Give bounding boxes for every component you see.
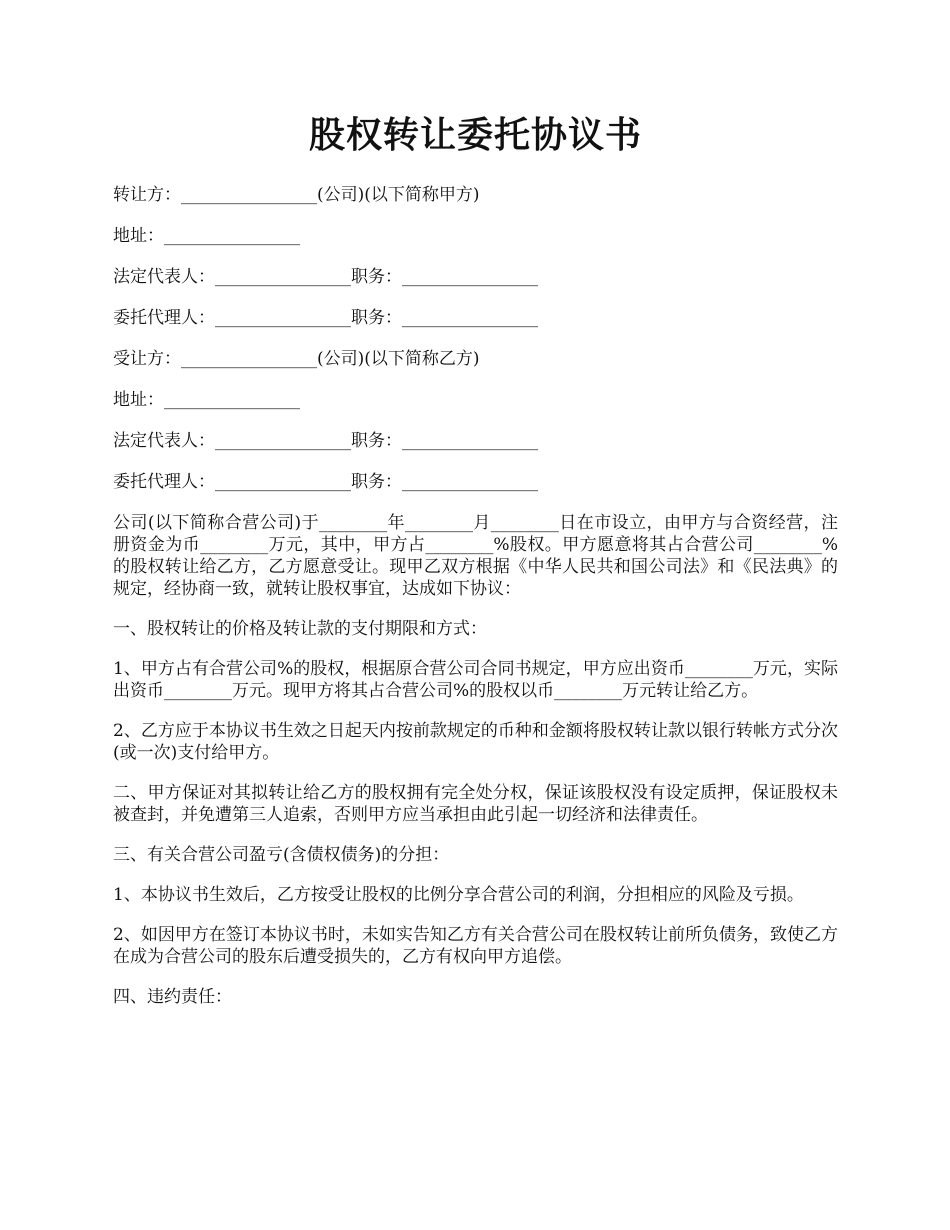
transferee-name-field: 受让方：________________(公司)(以下简称乙方): [113, 349, 480, 369]
clause-3-2: 2、如因甲方在签订本协议书时，未如实告知乙方有关合营公司在股权转让前所负债务，致使乙方在成为合营公司的股东后遭受损失的，乙方有权向甲方追偿。: [113, 925, 838, 967]
transferor-legal-rep-field: 法定代表人：________________职务：________________: [113, 267, 538, 287]
transferor-address-field: 地址：________________: [113, 226, 300, 246]
section-heading-breach: 四、违约责任：: [113, 987, 232, 1007]
section-two-warranty: 二、甲方保证对其拟转让给乙方的股权拥有完全处分权，保证该股权没有设定质押，保证股权未被查封，并免遭第三人追索，否则甲方应当承担由此引起一切经济和法律责任。: [113, 783, 838, 825]
preamble-paragraph: 公司(以下简称合营公司)于________年________月________日在市设立，由甲方与合资经营，注册资金为币________万元，其中，甲方占________%股权。甲方愿意将其占合营公司________%的股权转让给乙方，乙方愿意受让。现甲乙双方根据《中华人民共和国公司法》和《民法典》的规定，经协商一致，就转让股权事宜，达成如下协议：: [113, 513, 838, 599]
clause-1-2: 2、乙方应于本协议书生效之日起天内按前款规定的币种和金额将股权转让款以银行转帐方式分次(或一次)支付给甲方。: [113, 721, 838, 763]
document-title: 股权转让委托协议书: [308, 114, 642, 156]
transferee-address-field: 地址：________________: [113, 390, 300, 410]
clause-3-1: 1、本协议书生效后，乙方按受让股权的比例分享合营公司的利润，分担相应的风险及亏损。: [113, 885, 804, 905]
transferee-agent-field: 委托代理人：________________职务：________________: [113, 472, 538, 492]
clause-1-1: 1、甲方占有合营公司%的股权，根据原合营公司合同书规定，甲方应出资币________万元，实际出资币________万元。现甲方将其占合营公司%的股权以币________万元转让给乙方。: [113, 659, 838, 701]
transferor-name-field: 转让方：________________(公司)(以下简称甲方): [113, 185, 480, 205]
transferee-legal-rep-field: 法定代表人：________________职务：________________: [113, 431, 538, 451]
section-heading-profit-loss: 三、有关合营公司盈亏(含债权债务)的分担：: [113, 845, 450, 865]
section-heading-price-payment: 一、股权转让的价格及转让款的支付期限和方式：: [113, 619, 487, 639]
transferor-agent-field: 委托代理人：________________职务：________________: [113, 308, 538, 328]
